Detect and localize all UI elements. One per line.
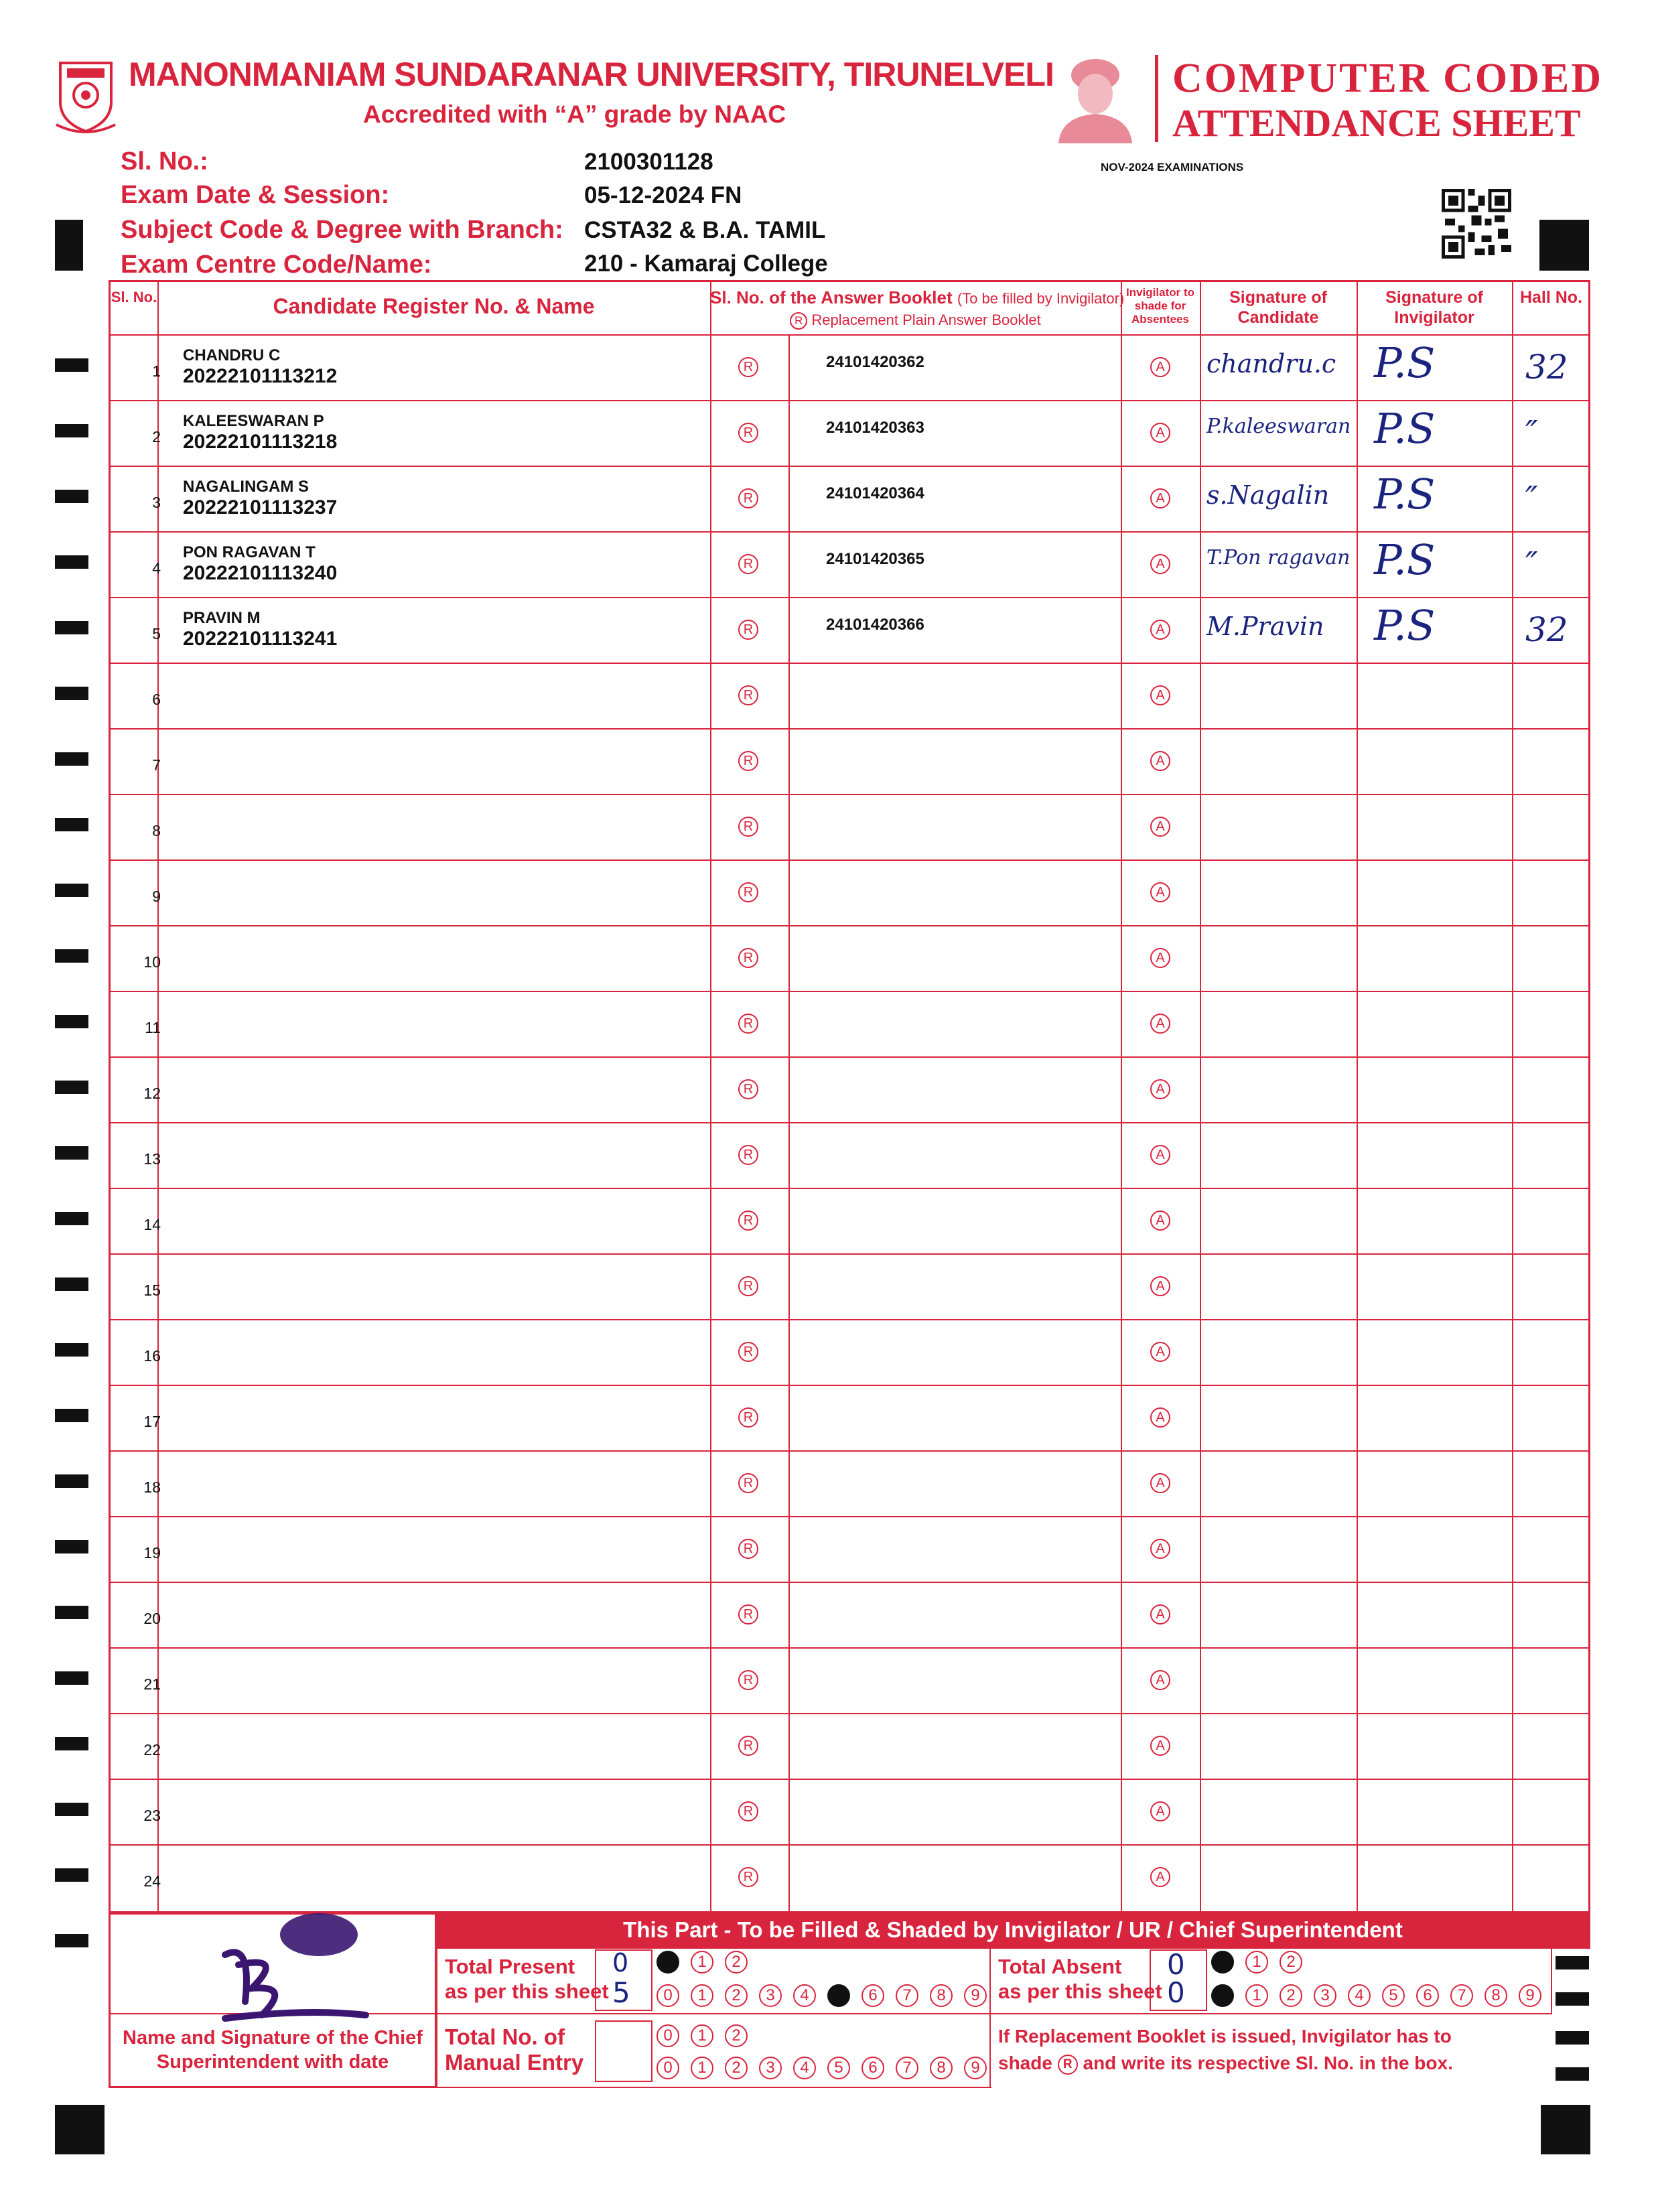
absentee-bubble[interactable]: A <box>1150 1867 1170 1887</box>
row-divider <box>111 466 1588 467</box>
hall-number: ″ <box>1525 545 1538 583</box>
absentee-bubble[interactable]: A <box>1150 554 1170 574</box>
timing-mark <box>55 1934 88 1947</box>
absent-units-bubble-6[interactable]: 6 <box>1416 1984 1439 2007</box>
portrait-emblem-icon <box>1052 55 1139 143</box>
row-divider <box>111 597 1588 598</box>
row-divider <box>111 531 1588 533</box>
timing-mark <box>55 687 88 700</box>
total-absent-units-hand: 0 <box>1167 1976 1185 2009</box>
absentee-bubble[interactable]: A <box>1150 751 1170 771</box>
col-header-booklet-title: Sl. No. of the Answer Booklet <box>710 287 953 307</box>
replacement-bubble[interactable]: R <box>738 1211 758 1231</box>
present-units-bubble-5[interactable]: 5 <box>827 1984 850 2007</box>
timing-mark <box>55 1737 88 1750</box>
table-row <box>111 991 1588 1056</box>
replacement-note-line1: If Replacement Booklet is issued, Invigilator has to <box>998 2026 1452 2047</box>
candidate-name: PRAVIN M <box>183 609 261 627</box>
replacement-bubble[interactable]: R <box>738 1736 758 1756</box>
candidate-name: CHANDRU C <box>183 346 281 364</box>
absent-units-bubble-0[interactable]: 0 <box>1211 1984 1234 2007</box>
absent-units-bubble-3[interactable]: 3 <box>1314 1984 1336 2007</box>
manual-units-bubble-8[interactable]: 8 <box>930 2057 953 2079</box>
absent-units-bubble-2[interactable]: 2 <box>1280 1984 1302 2007</box>
row-divider <box>111 663 1588 664</box>
row-sl-no: 6 <box>152 691 161 708</box>
table-row <box>111 1779 1588 1844</box>
total-present-tens-hand: 0 <box>612 1948 629 1978</box>
row-sl-no: 22 <box>143 1741 161 1758</box>
row-divider <box>111 1188 1588 1189</box>
table-row <box>111 1253 1588 1319</box>
accreditation-text: Accredited with “A” grade by NAAC <box>363 100 786 128</box>
absentee-bubble[interactable]: A <box>1150 1670 1170 1690</box>
manual-entry-label: Total No. of <box>445 2024 565 2049</box>
row-divider <box>111 1450 1588 1452</box>
present-units-bubble-3[interactable]: 3 <box>759 1984 782 2007</box>
absentee-bubble[interactable]: A <box>1150 1473 1170 1493</box>
table-row <box>111 466 1588 531</box>
timing-mark <box>55 1474 88 1488</box>
invigilator-signature: P.S <box>1374 338 1436 387</box>
total-present-sublabel: as per this sheet <box>445 1980 609 2003</box>
invigilator-signature: P.S <box>1374 404 1436 453</box>
row-sl-no: 17 <box>143 1413 161 1430</box>
row-divider <box>111 1122 1588 1123</box>
replacement-bubble[interactable]: R <box>738 1801 758 1821</box>
row-sl-no: 5 <box>152 625 161 642</box>
manual-units-bubble-7[interactable]: 7 <box>896 2057 918 2079</box>
row-divider <box>111 728 1588 730</box>
col-header-sig-candidate: Signature of Candidate <box>1229 288 1327 327</box>
row-divider <box>111 1844 1588 1846</box>
col-header-booklet <box>710 287 1125 308</box>
timing-mark <box>55 1212 88 1225</box>
timing-mark <box>55 424 88 437</box>
row-divider <box>111 1319 1588 1320</box>
col-header-booklet-sub <box>710 312 1121 330</box>
footer-divider <box>435 1947 1590 1949</box>
attendance-table <box>109 280 1590 1913</box>
manual-units-bubble-5[interactable]: 5 <box>827 2057 850 2079</box>
row-sl-no: 12 <box>143 1085 161 1102</box>
total-present-label: Total Present <box>445 1955 575 1978</box>
candidate-name: PON RAGAVAN T <box>183 543 316 561</box>
col-header-booklet-sub-text: Replacement Plain Answer Booklet <box>811 312 1041 328</box>
timing-mark <box>55 490 88 503</box>
present-units-bubble-4[interactable]: 4 <box>793 1984 816 2007</box>
sheet-title-line1: COMPUTER CODED <box>1172 56 1604 101</box>
replacement-note-shade: shade <box>998 2053 1052 2073</box>
col-header-sig-invigilator: Signature of Invigilator <box>1385 288 1483 327</box>
manual-units-bubble-2[interactable]: 2 <box>725 2057 748 2079</box>
absentee-bubble[interactable]: A <box>1150 882 1170 902</box>
timing-mark <box>55 1277 88 1291</box>
absent-tens-bubble-0[interactable]: 0 <box>1211 1951 1234 1974</box>
absentee-bubble[interactable]: A <box>1150 1539 1170 1559</box>
hall-number: ″ <box>1525 413 1538 452</box>
hall-number: 32 <box>1525 610 1568 649</box>
sl-no-value: 2100301128 <box>584 149 713 175</box>
manual-units-bubble-6[interactable]: 6 <box>861 2057 884 2079</box>
replacement-bubble[interactable]: R <box>738 1407 758 1428</box>
subject-value: CSTA32 & B.A. TAMIL <box>584 217 826 243</box>
table-row <box>111 1188 1588 1253</box>
centre-value: 210 - Kamaraj College <box>584 251 828 277</box>
footer-right-edge <box>1551 1947 1552 2014</box>
row-divider <box>111 1713 1588 1714</box>
present-units-bubble-7[interactable]: 7 <box>896 1984 918 2007</box>
absent-units-bubble-7[interactable]: 7 <box>1450 1984 1473 2007</box>
timing-mark <box>55 1081 88 1094</box>
answer-booklet-no: 24101420362 <box>826 353 924 371</box>
timing-mark <box>55 358 88 372</box>
row-divider <box>111 1385 1588 1386</box>
replacement-r-icon: R <box>790 312 807 330</box>
timing-mark <box>1556 1956 1589 1969</box>
footer-bottom-edge <box>435 2087 991 2088</box>
sheet-title-line2: ATTENDANCE SHEET <box>1172 101 1581 145</box>
replacement-bubble[interactable]: R <box>738 948 758 968</box>
hall-number: ″ <box>1525 479 1538 518</box>
registration-mark <box>55 220 83 271</box>
timing-mark <box>55 1803 88 1816</box>
row-sl-no: 19 <box>143 1544 161 1562</box>
row-divider <box>111 1056 1588 1058</box>
col-header-booklet-note: (To be filled by Invigilator) <box>957 290 1125 307</box>
row-divider <box>111 794 1588 795</box>
replacement-bubble[interactable]: R <box>738 1473 758 1493</box>
replacement-bubble[interactable]: R <box>738 817 758 837</box>
table-row <box>111 1450 1588 1516</box>
row-sl-no: 11 <box>145 1019 161 1036</box>
candidate-signature: chandru.c <box>1206 349 1336 378</box>
row-sl-no: 13 <box>143 1150 161 1168</box>
absent-tens-bubble-1[interactable]: 1 <box>1245 1951 1268 1974</box>
candidate-name: KALEESWARAN P <box>183 412 324 430</box>
row-divider <box>111 1516 1588 1517</box>
row-sl-no: 14 <box>143 1216 161 1233</box>
row-sl-no: 8 <box>152 822 161 839</box>
absent-units-bubble-5[interactable]: 5 <box>1382 1984 1405 2007</box>
absent-units-bubble-1[interactable]: 1 <box>1245 1984 1268 2007</box>
table-row <box>111 597 1588 663</box>
manual-tens-bubble-2[interactable]: 2 <box>725 2024 748 2047</box>
timing-mark <box>55 1671 88 1685</box>
absent-tens-bubble-2[interactable]: 2 <box>1280 1951 1302 1974</box>
invigilator-signature: P.S <box>1374 601 1436 650</box>
footer-right-divider <box>989 2013 1552 2014</box>
timing-mark <box>55 1868 88 1882</box>
timing-mark <box>55 1146 88 1160</box>
col-header-candidate: Candidate Register No. & Name <box>273 294 595 318</box>
table-row <box>111 1056 1588 1122</box>
absentee-bubble[interactable]: A <box>1150 1276 1170 1296</box>
absent-units-bubble-8[interactable]: 8 <box>1485 1984 1507 2007</box>
row-sl-no: 10 <box>143 953 161 971</box>
candidate-signature: s.Nagalin <box>1206 480 1330 510</box>
replacement-bubble[interactable]: R <box>738 685 758 705</box>
replacement-bubble[interactable]: R <box>738 1145 758 1165</box>
row-divider <box>111 925 1588 926</box>
row-sl-no: 20 <box>143 1610 161 1627</box>
candidate-register-no: 20222101113212 <box>183 365 338 387</box>
manual-units-bubble-4[interactable]: 4 <box>793 2057 816 2079</box>
registration-mark <box>1541 2105 1590 2154</box>
replacement-bubble[interactable]: R <box>738 1539 758 1559</box>
replacement-bubble[interactable]: R <box>738 882 758 902</box>
table-row <box>111 531 1588 597</box>
present-units-bubble-9[interactable]: 9 <box>964 1984 987 2007</box>
replacement-bubble[interactable]: R <box>738 1867 758 1887</box>
answer-booklet-no: 24101420364 <box>826 484 924 502</box>
footer-band-title: This Part - To be Filled & Shaded by Invigilator / UR / Chief Superintendent <box>435 1913 1590 1947</box>
present-tens-bubble-0[interactable]: 0 <box>657 1951 679 1974</box>
absent-units-bubble-4[interactable]: 4 <box>1348 1984 1371 2007</box>
table-row <box>111 663 1588 728</box>
invigilator-signature: P.S <box>1374 470 1436 519</box>
replacement-bubble[interactable]: R <box>738 1604 758 1625</box>
replacement-bubble[interactable]: R <box>738 488 758 508</box>
manual-units-bubble-1[interactable]: 1 <box>691 2057 713 2079</box>
footer-row-divider <box>435 2013 991 2014</box>
candidate-signature: M.Pravin <box>1206 612 1324 641</box>
replacement-note-rest: and write its respective Sl. No. in the box. <box>1083 2053 1453 2073</box>
candidate-register-no: 20222101113218 <box>183 431 338 453</box>
candidate-register-no: 20222101113241 <box>183 628 338 650</box>
row-divider <box>111 991 1588 992</box>
timing-mark <box>55 1606 88 1619</box>
present-units-bubble-8[interactable]: 8 <box>930 1984 953 2007</box>
answer-booklet-no: 24101420366 <box>826 616 924 634</box>
row-sl-no: 16 <box>143 1347 161 1365</box>
row-sl-no: 18 <box>143 1478 161 1496</box>
row-sl-no: 21 <box>143 1675 161 1693</box>
table-row <box>111 1582 1588 1647</box>
manual-entry-sublabel: Manual Entry <box>445 2050 584 2075</box>
row-sl-no: 23 <box>143 1807 161 1824</box>
col-header-absentee: Invigilator to shade for Absentees <box>1126 286 1194 326</box>
chief-signature-stamp <box>212 1901 379 2055</box>
absentee-bubble[interactable]: A <box>1150 1342 1170 1362</box>
registration-mark <box>1539 220 1589 271</box>
table-row <box>111 1844 1588 1910</box>
replacement-bubble[interactable]: R <box>738 1276 758 1296</box>
replacement-bubble[interactable]: R <box>738 554 758 574</box>
present-units-bubble-2[interactable]: 2 <box>725 1984 748 2007</box>
table-row <box>111 1319 1588 1385</box>
timing-mark <box>55 555 88 569</box>
replacement-bubble[interactable]: R <box>738 1014 758 1034</box>
replacement-bubble[interactable]: R <box>738 1342 758 1362</box>
table-row <box>111 1385 1588 1450</box>
timing-mark <box>55 818 88 831</box>
timing-mark <box>1556 2067 1589 2081</box>
row-divider <box>111 1647 1588 1649</box>
table-row <box>111 794 1588 859</box>
candidate-signature: P.kaleeswaran <box>1206 415 1351 438</box>
university-name: MANONMANIAM SUNDARANAR UNIVERSITY, TIRUNELVELI <box>129 56 1054 93</box>
table-row <box>111 400 1588 466</box>
exam-date-label: Exam Date & Session: <box>121 181 390 209</box>
timing-mark <box>55 884 88 897</box>
row-sl-no: 9 <box>152 888 161 905</box>
timing-mark <box>55 1540 88 1553</box>
row-sl-no: 3 <box>152 494 161 511</box>
chief-signature-label: Name and Signature of the Chief Superintendent with date <box>123 2027 423 2073</box>
timing-mark <box>55 1343 88 1357</box>
absentee-bubble[interactable]: A <box>1150 817 1170 837</box>
candidate-signature: T.Pon ragavan <box>1206 546 1351 569</box>
replacement-bubble[interactable]: R <box>738 751 758 771</box>
present-tens-bubble-2[interactable]: 2 <box>725 1951 748 1974</box>
total-absent-sublabel: as per this sheet <box>998 1980 1162 2003</box>
absentee-bubble[interactable]: A <box>1150 1736 1170 1756</box>
table-row <box>111 859 1588 925</box>
timing-mark <box>1556 2031 1589 2045</box>
replacement-bubble[interactable]: R <box>738 357 758 377</box>
answer-booklet-no: 24101420363 <box>826 419 924 437</box>
absent-units-bubble-9[interactable]: 9 <box>1519 1984 1541 2007</box>
replacement-bubble[interactable]: R <box>738 423 758 443</box>
manual-units-bubble-0[interactable]: 0 <box>657 2057 679 2079</box>
manual-entry-box <box>595 2020 652 2082</box>
table-row <box>111 1516 1588 1582</box>
hall-number: 32 <box>1525 348 1568 387</box>
table-row <box>111 1122 1588 1188</box>
replacement-note-line2 <box>998 2053 1453 2075</box>
answer-booklet-no: 24101420365 <box>826 550 924 568</box>
timing-mark <box>55 1015 88 1028</box>
row-divider <box>111 1582 1588 1583</box>
absentee-bubble[interactable]: A <box>1150 948 1170 968</box>
row-sl-no: 1 <box>152 362 161 380</box>
present-units-bubble-6[interactable]: 6 <box>861 1984 884 2007</box>
row-sl-no: 2 <box>152 428 161 445</box>
total-absent-label: Total Absent <box>998 1955 1122 1978</box>
present-units-bubble-1[interactable]: 1 <box>691 1984 713 2007</box>
timing-mark <box>55 1409 88 1422</box>
replacement-bubble[interactable]: R <box>738 1670 758 1690</box>
absentee-bubble[interactable]: A <box>1150 357 1170 377</box>
table-row <box>111 334 1588 400</box>
invigilator-signature: P.S <box>1374 535 1436 584</box>
footer-mid-divider <box>989 1947 991 2088</box>
row-sl-no: 7 <box>152 756 161 774</box>
col-header-hall: Hall No. <box>1519 288 1583 307</box>
row-divider <box>111 1253 1588 1255</box>
row-sl-no: 24 <box>143 1872 161 1890</box>
qr-code-icon <box>1442 189 1511 259</box>
absentee-bubble[interactable]: A <box>1150 620 1170 640</box>
candidate-name: NAGALINGAM S <box>183 478 309 496</box>
sl-no-label: Sl. No.: <box>121 147 208 176</box>
candidate-register-no: 20222101113237 <box>183 496 338 519</box>
table-row <box>111 1713 1588 1779</box>
manual-tens-bubble-1[interactable]: 1 <box>691 2024 713 2047</box>
absentee-bubble[interactable]: A <box>1150 1079 1170 1099</box>
row-divider <box>111 859 1588 861</box>
row-divider <box>111 400 1588 401</box>
registration-mark <box>55 2105 105 2154</box>
absentee-bubble[interactable]: A <box>1150 1407 1170 1428</box>
centre-label: Exam Centre Code/Name: <box>121 251 432 279</box>
absentee-bubble[interactable]: A <box>1150 1014 1170 1034</box>
present-units-bubble-0[interactable]: 0 <box>657 1984 679 2007</box>
row-sl-no: 15 <box>143 1282 161 1299</box>
table-row <box>111 925 1588 991</box>
manual-tens-bubble-0[interactable]: 0 <box>657 2024 679 2047</box>
row-divider <box>111 1779 1588 1780</box>
present-tens-bubble-1[interactable]: 1 <box>691 1951 713 1974</box>
absentee-bubble[interactable]: A <box>1150 685 1170 705</box>
table-row <box>111 728 1588 794</box>
absentee-bubble[interactable]: A <box>1150 1801 1170 1821</box>
absentee-bubble[interactable]: A <box>1150 423 1170 443</box>
examination-label: NOV-2024 EXAMINATIONS <box>1101 161 1244 174</box>
manual-units-bubble-3[interactable]: 3 <box>759 2057 782 2079</box>
title-divider <box>1155 55 1158 142</box>
university-seal-icon <box>55 60 117 135</box>
replacement-r-icon: R <box>1058 2055 1078 2075</box>
footer-left-edge <box>435 1913 437 2088</box>
subject-label: Subject Code & Degree with Branch: <box>121 216 563 244</box>
manual-units-bubble-9[interactable]: 9 <box>964 2057 987 2079</box>
replacement-bubble[interactable]: R <box>738 1079 758 1099</box>
absentee-bubble[interactable]: A <box>1150 488 1170 508</box>
col-header-slno: Sl. No. <box>111 289 157 305</box>
total-absent-tens-hand: 0 <box>1167 1948 1185 1981</box>
absentee-bubble[interactable]: A <box>1150 1145 1170 1165</box>
timing-mark <box>55 949 88 963</box>
absentee-bubble[interactable]: A <box>1150 1211 1170 1231</box>
replacement-bubble[interactable]: R <box>738 620 758 640</box>
timing-mark <box>55 752 88 766</box>
timing-mark <box>1556 1992 1589 2006</box>
candidate-register-no: 20222101113240 <box>183 562 338 584</box>
timing-mark <box>55 621 88 634</box>
row-sl-no: 4 <box>152 559 161 577</box>
table-row <box>111 1647 1588 1713</box>
exam-date-value: 05-12-2024 FN <box>584 182 742 208</box>
absentee-bubble[interactable]: A <box>1150 1604 1170 1625</box>
total-present-units-hand: 5 <box>612 1976 630 2009</box>
